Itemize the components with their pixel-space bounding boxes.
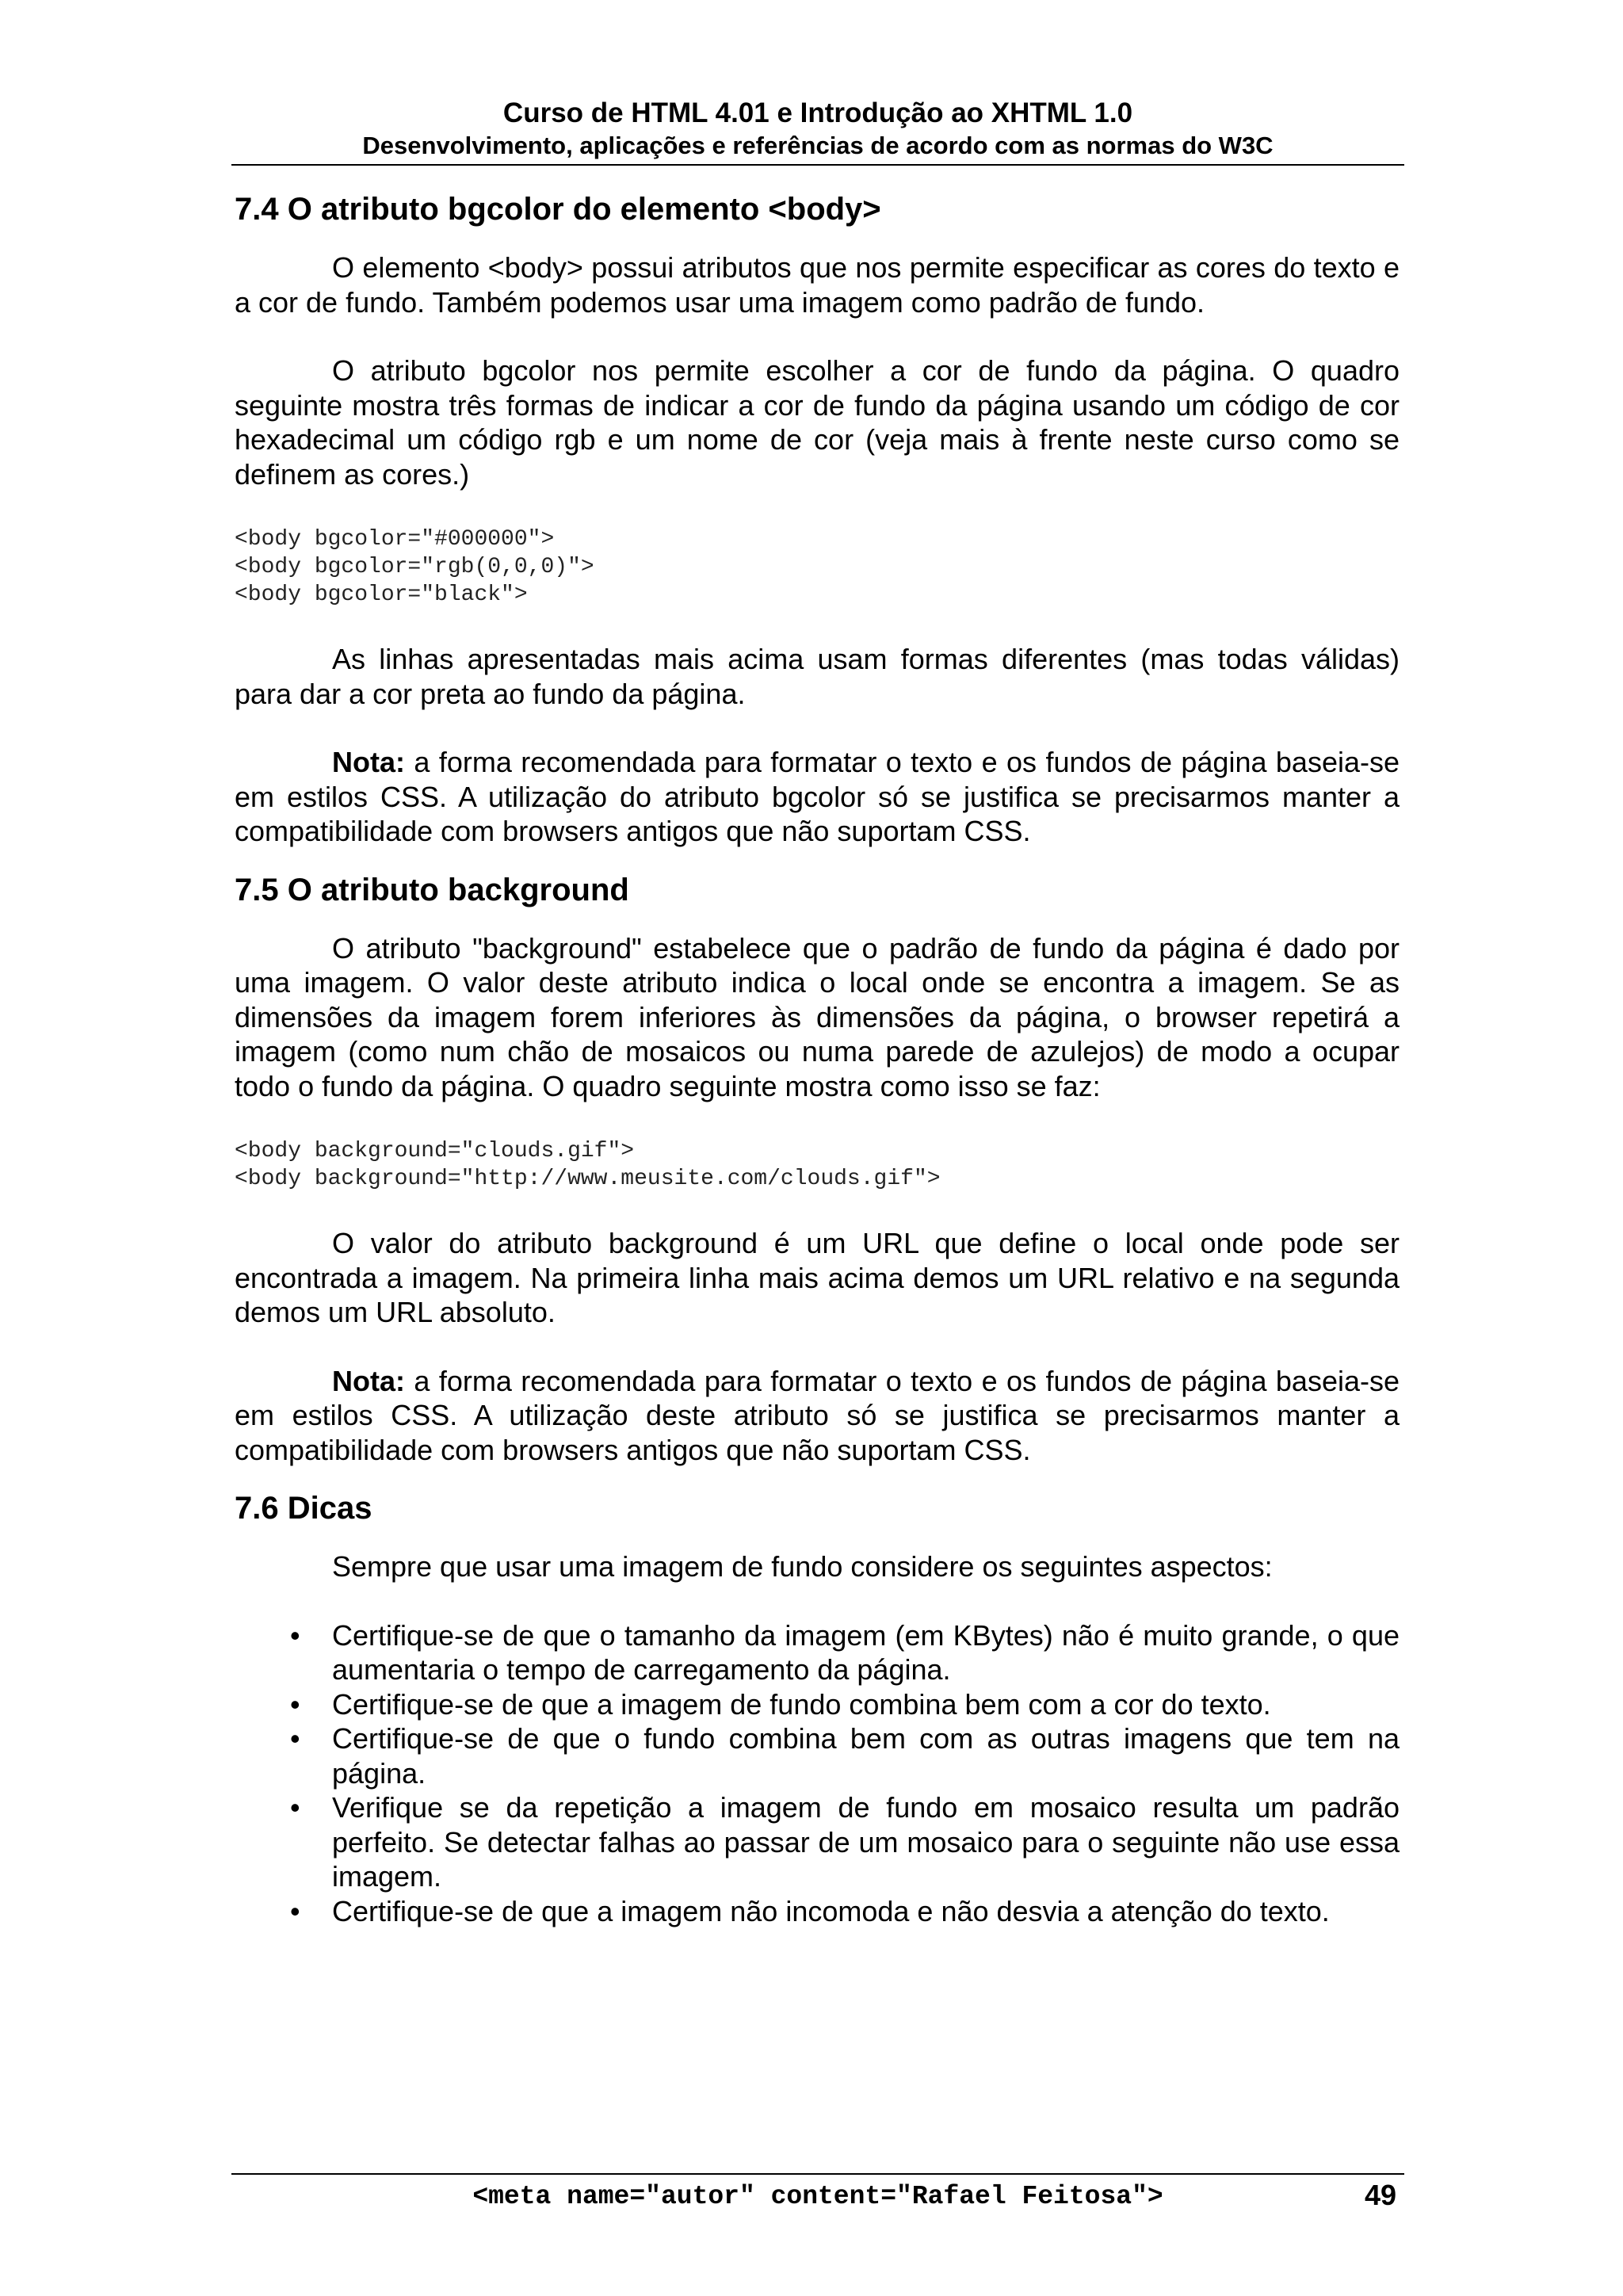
list-item-text: Certifique-se de que a imagem de fundo combina bem com a cor do texto. <box>332 1687 1271 1721</box>
paragraph: O atributo bgcolor nos permite escolher a cor de fundo da página. O quadro seguinte mostra três formas de indicar a cor de fundo da página usando um código de cor hexadecimal um código rgb e um nome de cor (veja mais à frente neste curso como se definem as cores.) <box>235 354 1400 491</box>
list-item <box>235 1721 1400 1790</box>
bullet-icon: • <box>290 1894 300 1927</box>
page-number: 49 <box>1364 2179 1396 2211</box>
code-line: <body bgcolor="black"> <box>235 583 528 607</box>
bullet-icon: • <box>290 1722 300 1755</box>
section-heading-7-5: 7.5 O atributo background <box>235 872 629 907</box>
code-line: <body bgcolor="rgb(0,0,0)"> <box>235 555 594 579</box>
page-content <box>235 189 1400 1928</box>
paragraph: O atributo "background" estabelece que o padrão de fundo da página é dado por uma imagem. O valor deste atributo indica o local onde se encontra a imagem. Se as dimensões da imagem forem inferiores às dimensões da página, o browser repetirá a imagem (como num chão de mosaicos ou numa parede de azulejos) de modo a ocupar todo o fundo da página. O quadro seguinte mostra como isso se faz: <box>235 931 1400 1102</box>
code-block <box>235 1137 1400 1193</box>
note-paragraph <box>235 1364 1400 1468</box>
code-line: <body background="http://www.meusite.com/clouds.gif"> <box>235 1167 941 1191</box>
paragraph: Sempre que usar uma imagem de fundo considere os seguintes aspectos: <box>332 1550 1273 1583</box>
footer-divider <box>231 2173 1404 2175</box>
bullet-icon: • <box>290 1687 300 1721</box>
section-heading-7-4: 7.4 O atributo bgcolor do elemento <body> <box>235 192 881 227</box>
list-item <box>235 1790 1400 1894</box>
header-title: Curso de HTML 4.01 e Introdução ao XHTML 1.0 <box>502 97 1133 128</box>
note-text: a forma recomendada para formatar o texto e os fundos de página baseia-se em estilos CSS. A utilização do atributo bgcolor só se justifica se precisarmos manter a compatibilidade com browsers antigos que não suportam CSS. <box>235 746 1400 847</box>
tips-list <box>235 1618 1400 1929</box>
header-divider <box>231 164 1404 166</box>
note-label: Nota: <box>332 746 405 778</box>
section-heading-7-6: 7.6 Dicas <box>235 1491 372 1526</box>
note-paragraph <box>235 745 1400 849</box>
bullet-icon: • <box>290 1618 300 1652</box>
page-header <box>231 97 1404 162</box>
note-text: a forma recomendada para formatar o texto e os fundos de página baseia-se em estilos CSS. A utilização deste atributo só se justifica se precisarmos manter a compatibilidade com browsers antigos que não suportam CSS. <box>235 1364 1400 1466</box>
bullet-icon: • <box>290 1791 300 1824</box>
code-line: <body bgcolor="#000000"> <box>235 527 555 552</box>
list-item-text: Certifique-se de que a imagem não incomoda e não desvia a atenção do texto. <box>332 1894 1330 1927</box>
list-item-text: Verifique se da repetição a imagem de fundo em mosaico resulta um padrão perfeito. Se detectar falhas ao passar de um mosaico para o seguinte não use essa imagem. <box>332 1791 1400 1893</box>
list-item-text: Certifique-se de que o tamanho da imagem (em KBytes) não é muito grande, o que aumentaria o tempo de carregamento da página. <box>332 1618 1400 1686</box>
paragraph: O elemento <body> possui atributos que nos permite especificar as cores do texto e a cor de fundo. Também podemos usar uma imagem como padrão de fundo. <box>235 251 1400 319</box>
header-subtitle: Desenvolvimento, aplicações e referências de acordo com as normas do W3C <box>362 132 1274 159</box>
note-label: Nota: <box>332 1364 405 1397</box>
list-item <box>235 1618 1400 1687</box>
paragraph: O valor do atributo background é um URL que define o local onde pode ser encontrada a imagem. Na primeira linha mais acima demos um URL relativo e na segunda demos um URL absoluto. <box>235 1227 1400 1328</box>
code-line: <body background="clouds.gif"> <box>235 1139 635 1163</box>
paragraph: As linhas apresentadas mais acima usam formas diferentes (mas todas válidas) para dar a cor preta ao fundo da página. <box>235 643 1400 710</box>
code-block <box>235 525 1400 609</box>
list-item-text: Certifique-se de que o fundo combina bem com as outras imagens que tem na página. <box>332 1722 1400 1790</box>
list-item <box>235 1894 1400 1929</box>
list-item <box>235 1687 1400 1722</box>
footer-meta-tag: <meta name="autor" content="Rafael Feitosa"> <box>472 2182 1163 2211</box>
